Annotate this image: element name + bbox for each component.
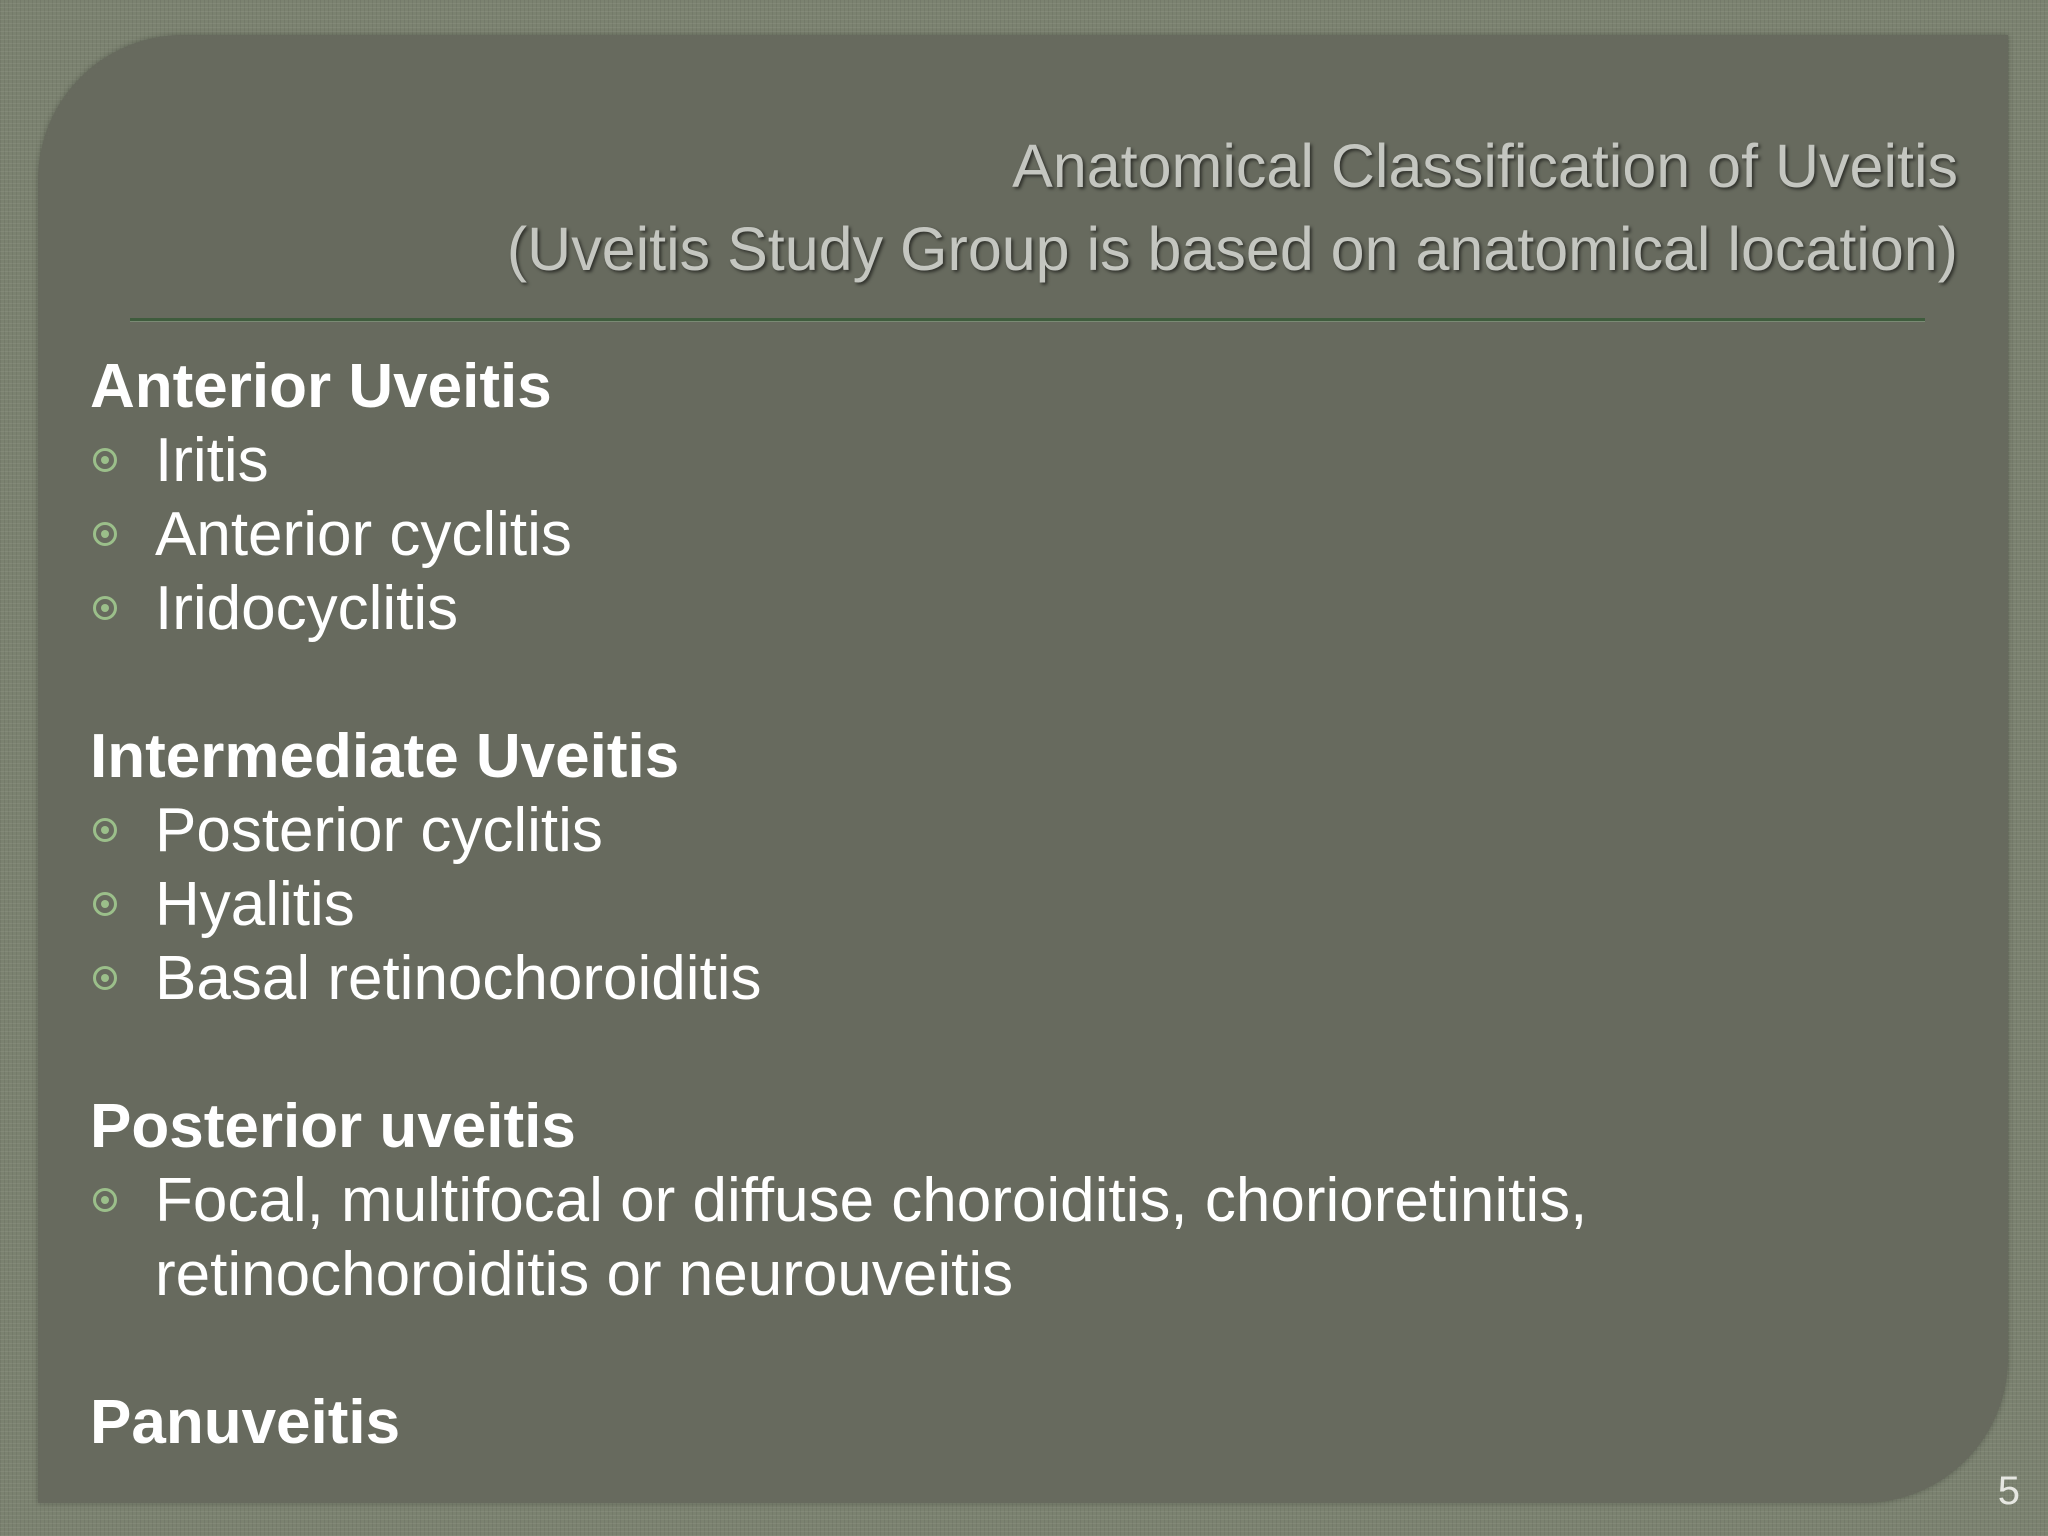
- title-divider: [130, 318, 1925, 322]
- list-item: [90, 498, 1940, 572]
- list-item: [90, 1164, 1940, 1312]
- list-item-text: Iritis: [155, 426, 269, 495]
- circle-dot-bullet-icon: [93, 892, 117, 916]
- slide-content: [90, 350, 1940, 1534]
- list-item-text: Anterior cyclitis: [155, 500, 572, 569]
- list-item: [90, 424, 1940, 498]
- list-item-text: Iridocyclitis: [155, 574, 459, 643]
- circle-dot-bullet-icon: [93, 522, 117, 546]
- slide-subtitle: (Uveitis Study Group is based on anatomical location): [506, 215, 1958, 283]
- section-intermediate-uveitis: [90, 720, 1940, 1016]
- list-item-text: Basal retinochoroiditis: [155, 944, 762, 1013]
- circle-dot-bullet-icon: [93, 596, 117, 620]
- circle-dot-bullet-icon: [93, 966, 117, 990]
- section-heading: Panuveitis: [90, 1388, 401, 1457]
- list-item-text: Focal, multifocal or diffuse choroiditis, chorioretinitis, retinochoroiditis or neurouveitis: [155, 1166, 1588, 1309]
- section-anterior-uveitis: [90, 350, 1940, 646]
- circle-dot-bullet-icon: [93, 448, 117, 472]
- list-item: [90, 868, 1940, 942]
- circle-dot-bullet-icon: [93, 1188, 117, 1212]
- section-panuveitis: [90, 1386, 1940, 1460]
- page-number: 5: [1997, 1469, 2020, 1513]
- section-heading: Anterior Uveitis: [90, 352, 552, 421]
- list-item-text: Hyalitis: [155, 870, 355, 939]
- slide-title: [507, 125, 1958, 291]
- list-item: [90, 942, 1940, 1016]
- list-item: [90, 794, 1940, 868]
- section-heading: Posterior uveitis: [90, 1092, 576, 1161]
- section-heading: Intermediate Uveitis: [90, 722, 680, 791]
- list-item-text: Posterior cyclitis: [155, 796, 603, 865]
- circle-dot-bullet-icon: [93, 818, 117, 842]
- section-posterior-uveitis: [90, 1090, 1940, 1312]
- slide-title-line-1: Anatomical Classification of Uveitis: [1012, 132, 1958, 200]
- list-item: [90, 572, 1940, 646]
